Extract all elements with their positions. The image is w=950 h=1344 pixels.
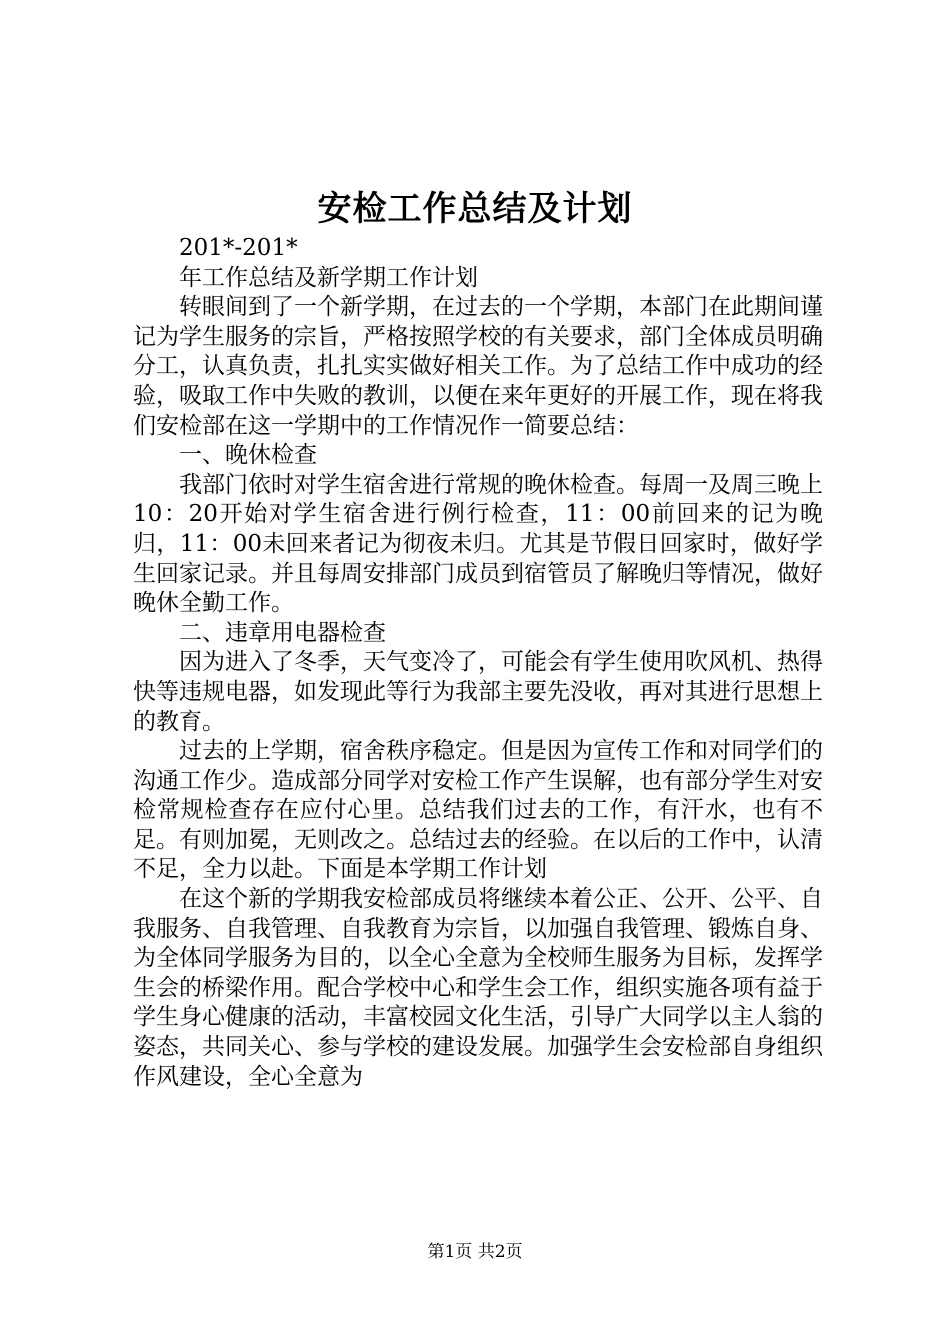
section-heading-night-check: 一、晚休检查 <box>179 442 317 469</box>
paragraph-appliance-check: 因为进入了冬季，天气变冷了，可能会有学生使用吹风机、热得快等违规电器，如发现此等行为我部主要先没收，再对其进行思想上的教育。 <box>133 649 823 735</box>
paragraph-subtitle: 年工作总结及新学期工作计划 <box>179 264 478 291</box>
document-title: 安检工作总结及计划 <box>317 189 633 229</box>
paragraph-night-check: 我部门依时对学生宿舍进行常规的晚休检查。每周一及周三晚上10：20开始对学生宿舍进行例行检查，11：00前回来的记为晚归，11：00未回来者记为彻夜未归。尤其是节假日回家时，做好学生回家记录。并且每周安排部门成员到宿管员了解晚归等情况，做好晚休全勤工作。 <box>133 471 823 617</box>
page-footer: 第1页 共2页 <box>427 1242 523 1262</box>
paragraph-intro: 转眼间到了一个新学期，在过去的一个学期，本部门在此期间谨记为学生服务的宗旨，严格按照学校的有关要求，部门全体成员明确分工，认真负责，扎扎实实做好相关工作。为了总结工作中成功的经验，吸取工作中失败的教训，以便在来年更好的开展工作，现在将我们安检部在这一学期中的工作情况作一简要总结： <box>133 294 823 439</box>
document-body <box>133 234 823 1092</box>
section-heading-appliance-check: 二、违章用电器检查 <box>179 619 386 646</box>
paragraph-plan: 在这个新的学期我安检部成员将继续本着公正、公开、公平、自我服务、自我管理、自我教育为宗旨，以加强自我管理、锻炼自身、为全体同学服务为目的，以全心全意为全校师生服务为目标，发挥学生会的桥梁作用。配合学校中心和学生会工作，组织实施各项有益于学生身心健康的活动，丰富校园文化生活，引导广大同学以主人翁的姿态，共同关心、参与学校的建设发展。加强学生会安检部自身组织作风建设，全心全意为 <box>133 886 823 1090</box>
paragraph-review: 过去的上学期，宿舍秩序稳定。但是因为宣传工作和对同学们的沟通工作少。造成部分同学对安检工作产生误解，也有部分学生对安检常规检查存在应付心里。总结我们过去的工作，有汗水，也有不足。有则加冕，无则改之。总结过去的经验。在以后的工作中，认清不足，全力以赴。下面是本学期工作计划 <box>133 738 823 883</box>
paragraph-year-range: 201*-201* <box>179 235 298 261</box>
